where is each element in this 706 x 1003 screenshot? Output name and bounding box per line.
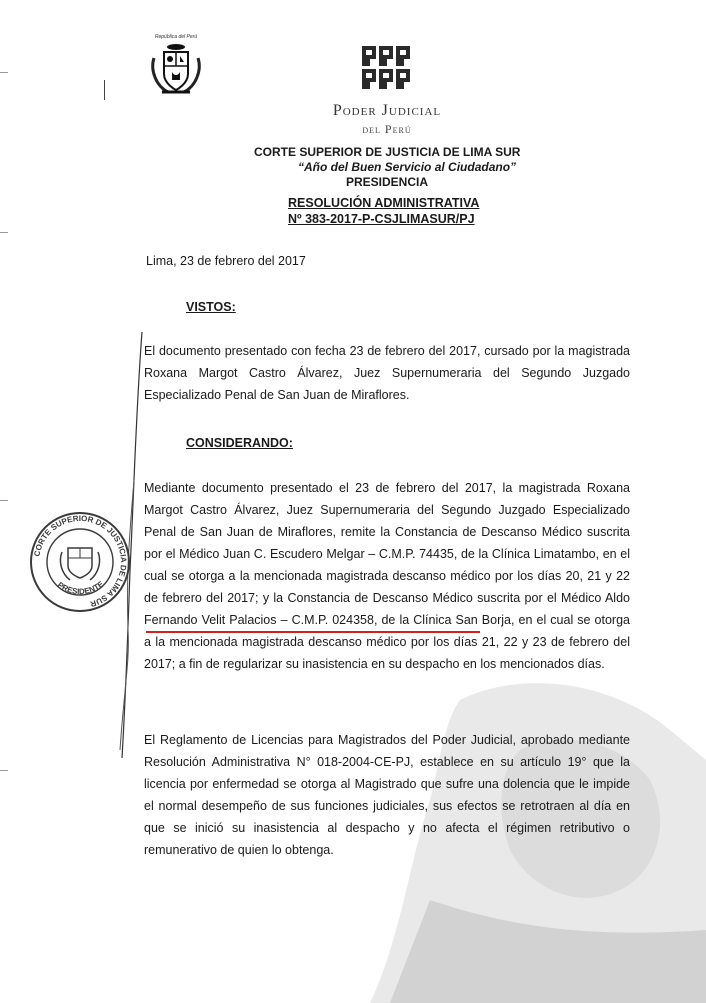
margin-mark bbox=[104, 80, 105, 100]
svg-text:PRESIDENTE bbox=[56, 579, 106, 596]
institution-name: Poder Judicial bbox=[332, 102, 442, 119]
court-name: CORTE SUPERIOR DE JUSTICIA DE LIMA SUR bbox=[254, 145, 521, 159]
considerando-paragraph-2: El Reglamento de Licencias para Magistrados del Poder Judicial, aprobado mediante Resolución Administrativa N° 018-2004-CE-PJ, establece en su artículo 19° que la licencia por enfermedad se otorga al Magistrado que sufre una dolencia que le impide el normal desempeño de sus funciones judiciales, sus efectos se retrotraen al día en que se inició su inasistencia al despacho y no afecta el régimen retributivo o remunerativo de quien lo obtenga. bbox=[144, 733, 630, 857]
institution-country: del Perú bbox=[362, 122, 412, 136]
margin-tick bbox=[0, 770, 8, 771]
margin-tick bbox=[0, 232, 8, 233]
vistos-heading: VISTOS: bbox=[186, 300, 236, 314]
year-motto: “Año del Buen Servicio al Ciudadano” bbox=[298, 160, 517, 174]
considerando-heading: CONSIDERANDO: bbox=[186, 436, 293, 450]
margin-tick bbox=[0, 500, 8, 501]
official-seal-stamp bbox=[28, 510, 132, 614]
considerando-paragraph-1: Mediante documento presentado el 23 de febrero del 2017, la magistrada Roxana Margot Castro Álvarez, Juez Supernumeraria del Segundo Juzgado Especializado Penal de San Juan de Miraflores, remite la Constancia de Descanso Médico suscrita por el Médico Juan C. Escudero Melgar – C.M.P. 74435, de la Clínica Limatambo, en el cual se otorga a la mencionada magistrada descanso médico por los días 20, 21 y 22 de febrero del 2017; y la Constancia de Descanso Médico suscrita por el Médico Aldo Fernando Velit Palacios – C.M.P. 024358, de la Clínica San Borja, en el cual se otorga a la mencionada magistrada descanso médico por los días 21, 22 y 23 de febrero del 2017; a fin de regularizar su inasistencia en su despacho en los mencionados días. bbox=[144, 481, 630, 671]
emblem-caption: República del Perú bbox=[154, 34, 198, 40]
document-type: RESOLUCIÓN ADMINISTRATIVA bbox=[288, 196, 480, 210]
seal-ring-text: CORTE SUPERIOR DE JUSTICIA DE LIMA SUR bbox=[32, 513, 129, 609]
poder-judicial-logo-icon bbox=[356, 42, 416, 92]
red-underline-annotation bbox=[146, 631, 480, 633]
document-number: Nº 383-2017-P-CSJLIMASUR/PJ bbox=[288, 212, 475, 226]
date-line: Lima, 23 de febrero del 2017 bbox=[146, 254, 306, 268]
margin-tick bbox=[0, 72, 8, 73]
office-name: PRESIDENCIA bbox=[346, 175, 429, 189]
seal-role-text: PRESIDENTE bbox=[55, 579, 106, 597]
vistos-paragraph: El documento presentado con fecha 23 de febrero del 2017, cursado por la magistrada Roxana Margot Castro Álvarez, Juez Supernumeraria del Segundo Juzgado Especializado Penal de San Juan de Miraflores. bbox=[144, 344, 630, 402]
national-emblem-icon bbox=[148, 36, 204, 98]
